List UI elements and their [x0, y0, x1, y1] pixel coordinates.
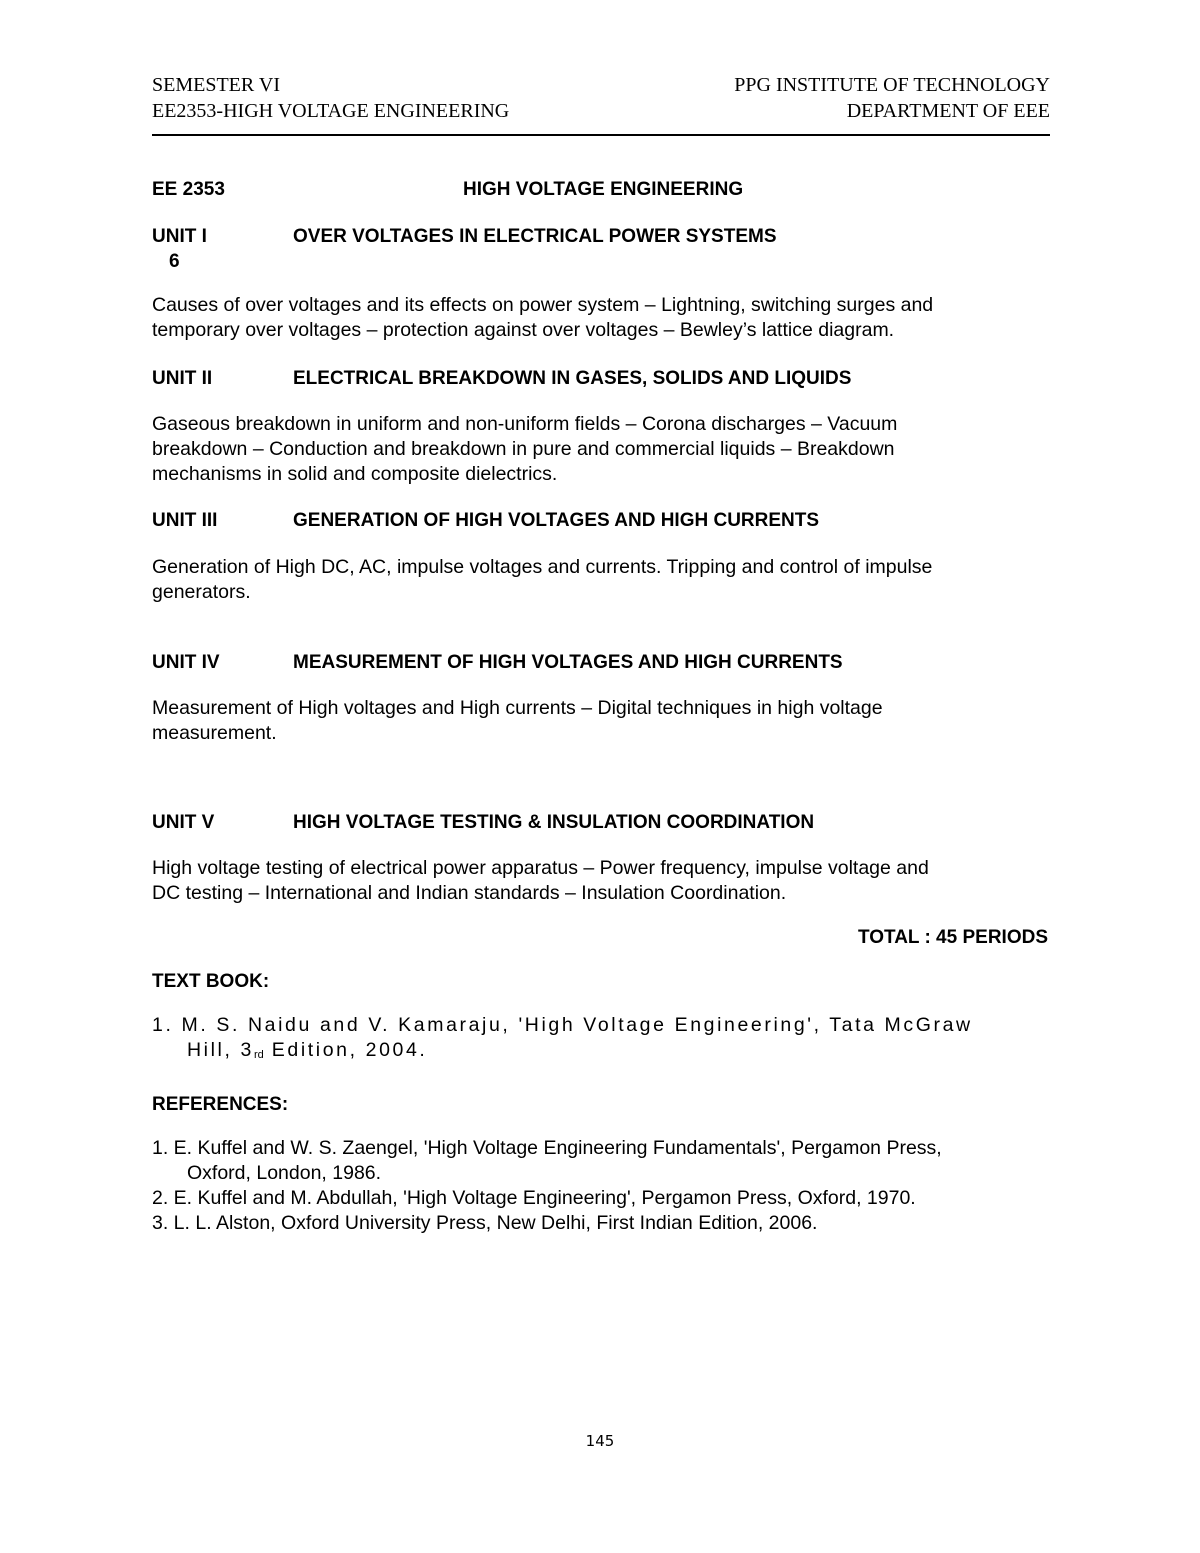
unit-1-line-2: temporary over voltages – protection against over voltages – Bewley’s lattice diagram. [152, 319, 895, 341]
header-row-2 [152, 98, 1050, 124]
unit-1-line-1: Causes of over voltages and its effects on power system – Lightning, switching surges and [152, 294, 934, 316]
unit-2-title: ELECTRICAL BREAKDOWN IN GASES, SOLIDS AND LIQUIDS [293, 368, 852, 389]
text-book-line-2-start: Hill, 3 [187, 1039, 254, 1061]
unit-3-line-2: generators. [152, 581, 251, 603]
text-book-edition-suffix: rd [253, 1049, 264, 1061]
unit-2-label: UNIT II [152, 368, 213, 389]
unit-4-description [152, 696, 1052, 746]
header-row-1 [152, 72, 1050, 98]
text-book-entry [152, 1013, 1052, 1068]
unit-2-line-1: Gaseous breakdown in uniform and non-uniform fields – Corona discharges – Vacuum [152, 413, 898, 435]
reference-1-line-2: Oxford, London, 1986. [187, 1162, 382, 1184]
unit-5-label: UNIT V [152, 812, 215, 833]
total-periods: TOTAL : 45 PERIODS [857, 927, 1048, 948]
unit-1-title: OVER VOLTAGES IN ELECTRICAL POWER SYSTEMS [293, 226, 777, 247]
reference-3: 3. L. L. Alston, Oxford University Press, New Delhi, First Indian Edition, 2006. [152, 1212, 818, 1234]
reference-2: 2. E. Kuffel and M. Abdullah, 'High Voltage Engineering', Pergamon Press, Oxford, 1970. [152, 1187, 916, 1209]
header-department: DEPARTMENT OF EEE [846, 100, 1050, 122]
header-divider [152, 134, 1050, 136]
unit-1-label: UNIT I [152, 226, 207, 247]
unit-4-line-2: measurement. [152, 722, 277, 744]
unit-3-line-1: Generation of High DC, AC, impulse voltages and currents. Tripping and control of impulse [152, 556, 933, 578]
unit-2-line-3: mechanisms in solid and composite dielectrics. [152, 463, 558, 485]
unit-3-title: GENERATION OF HIGH VOLTAGES AND HIGH CURRENTS [293, 510, 820, 531]
unit-5-title: HIGH VOLTAGE TESTING & INSULATION COORDINATION [293, 812, 815, 833]
text-book-line-2-end: Edition, 2004. [263, 1039, 428, 1061]
text-book-heading: TEXT BOOK: [152, 971, 270, 992]
unit-1-hours: 6 [169, 251, 180, 272]
course-title: HIGH VOLTAGE ENGINEERING [463, 179, 744, 200]
unit-2-description [152, 412, 1052, 487]
text-book-line-2 [152, 1038, 1052, 1068]
unit-5-line-2: DC testing – International and Indian standards – Insulation Coordination. [152, 882, 787, 904]
header-course: EE2353-HIGH VOLTAGE ENGINEERING [152, 100, 510, 122]
text-book-line-1: 1. M. S. Naidu and V. Kamaraju, 'High Voltage Engineering', Tata McGraw [152, 1014, 973, 1036]
page-header [152, 72, 1050, 124]
header-semester: SEMESTER VI [152, 74, 280, 96]
unit-2-line-2: breakdown – Conduction and breakdown in pure and commercial liquids – Breakdown [152, 438, 895, 460]
references-list [152, 1136, 1052, 1236]
header-institute: PPG INSTITUTE OF TECHNOLOGY [734, 74, 1050, 96]
unit-3-label: UNIT III [152, 510, 218, 531]
page-number: 145 [585, 1432, 615, 1450]
unit-3-description [152, 555, 1052, 605]
course-code: EE 2353 [152, 179, 225, 200]
unit-5-description [152, 856, 1052, 906]
unit-5-line-1: High voltage testing of electrical power apparatus – Power frequency, impulse voltage and [152, 857, 929, 879]
unit-4-label: UNIT IV [152, 652, 220, 673]
unit-4-line-1: Measurement of High voltages and High currents – Digital techniques in high voltage [152, 697, 883, 719]
unit-4-title: MEASUREMENT OF HIGH VOLTAGES AND HIGH CURRENTS [293, 652, 843, 673]
reference-1-line-1: 1. E. Kuffel and W. S. Zaengel, 'High Voltage Engineering Fundamentals', Pergamon Press, [152, 1137, 942, 1159]
unit-1-description [152, 293, 1052, 343]
references-heading: REFERENCES: [152, 1094, 289, 1115]
